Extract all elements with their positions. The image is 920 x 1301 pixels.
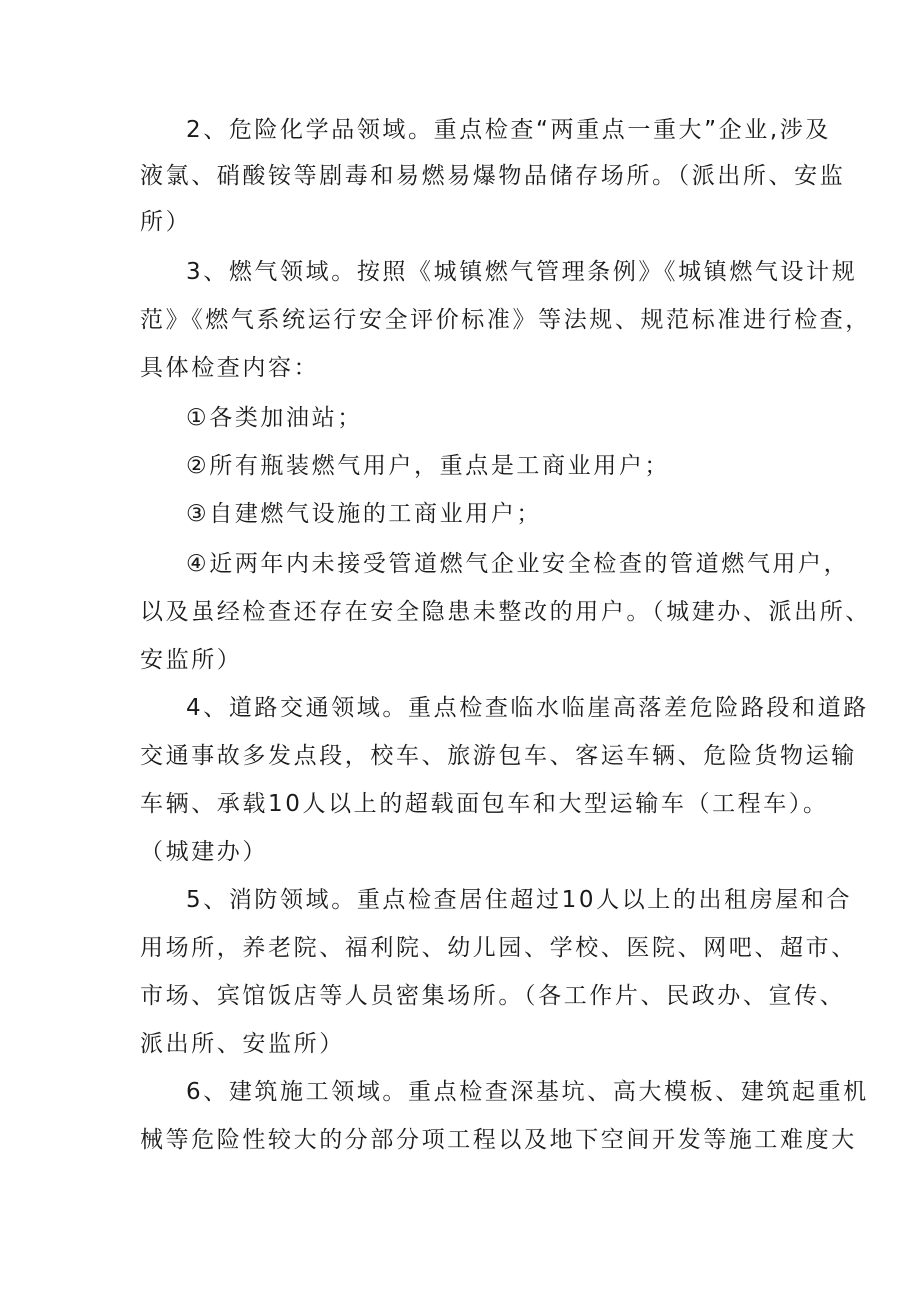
paragraph-3-line-3: 具体检查内容： [140,355,320,381]
list-item-3: ③自建燃气设施的工商业用户； [186,501,543,527]
paragraph-3-line-2: 范》《燃气系统运行安全评价标准》等法规、规范标准进行检查， [140,307,871,333]
paragraph-2-line-3: 所） [140,209,192,235]
paragraph-2-line-1: 2、危险化学品领域。重点检查“两重点一重大”企业,涉及 [186,117,831,143]
paragraph-3-line-1: 3、燃气领域。按照《城镇燃气管理条例》《城镇燃气设计规 [186,259,858,285]
paragraph-6-line-1: 6、建筑施工领域。重点检查深基坑、高大模板、建筑起重机 [186,1079,869,1105]
list-item-2: ②所有瓶装燃气用户，重点是工商业用户； [186,453,671,479]
paragraph-5-line-4: 派出所、安监所） [140,1031,345,1057]
list-item-4-line-3: 安监所） [140,647,243,673]
paragraph-5-line-2: 用场所，养老院、福利院、幼儿园、学校、医院、网吧、超市、 [140,935,857,961]
paragraph-4-line-2: 交通事故多发点段，校车、旅游包车、客运车辆、危险货物运输 [140,743,857,769]
paragraph-6-line-2: 械等危险性较大的分部分项工程以及地下空间开发等施工难度大 [140,1127,857,1153]
paragraph-5-line-3: 市场、宾馆饭店等人员密集场所。（各工作片、民政办、宣传、 [140,983,846,1009]
paragraph-4-line-1: 4、道路交通领域。重点检查临水临崖高落差危险路段和道路 [186,695,869,721]
paragraph-4-line-4: （城建办） [140,839,268,865]
list-item-4-line-1: ④近两年内未接受管道燃气企业安全检查的管道燃气用户， [186,551,850,577]
paragraph-2-line-2: 液氯、硝酸铵等剧毒和易燃易爆物品储存场所。（派出所、安监 [140,163,846,189]
paragraph-4-line-3: 车辆、承载10人以上的超载面包车和大型运输车（工程车）。 [140,791,829,817]
list-item-1: ①各类加油站； [186,405,363,431]
list-item-4-line-2: 以及虽经检查还存在安全隐患未整改的用户。（城建办、派出所、 [140,599,871,625]
paragraph-5-line-1: 5、消防领域。重点检查居住超过10人以上的出租房屋和合 [186,887,853,913]
